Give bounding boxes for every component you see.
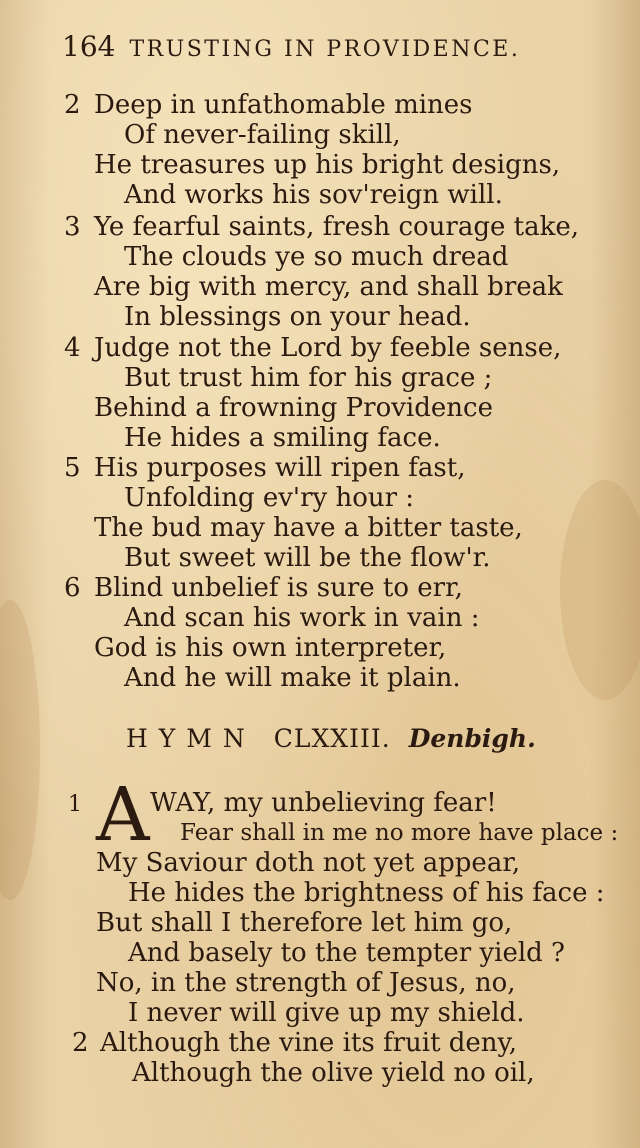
verse-line: But sweet will be the flow'r. — [124, 543, 491, 573]
stanza-number: 2 — [72, 1028, 89, 1058]
paper-stain — [560, 480, 640, 700]
verse-line: And scan his work in vain : — [124, 603, 480, 633]
verse-line: Fear shall in me no more have place : — [180, 820, 619, 846]
stanza-number: 5 — [64, 453, 81, 483]
verse-line: And basely to the tempter yield ? — [128, 938, 565, 968]
verse-line: He treasures up his bright designs, — [94, 150, 561, 180]
drop-cap: A — [96, 772, 150, 858]
verse-line: He hides a smiling face. — [124, 423, 441, 453]
verse-line: And works his sov'reign will. — [124, 180, 503, 210]
stanza-number: 3 — [64, 212, 81, 242]
verse-line: WAY, my unbelieving fear! — [150, 788, 497, 818]
verse-line: In blessings on your head. — [124, 302, 471, 332]
hymn-label: HYMN — [126, 724, 256, 753]
tune-name: Denbigh. — [408, 724, 536, 753]
hymn-heading — [126, 724, 536, 753]
verse-line: God is his own interpreter, — [94, 633, 447, 663]
verse-line: Judge not the Lord by feeble sense, — [94, 333, 562, 363]
verse-line: Although the olive yield no oil, — [132, 1058, 535, 1088]
stanza-number: 1 — [68, 792, 82, 817]
verse-line: No, in the strength of Jesus, no, — [96, 968, 516, 998]
verse-line: Although the vine its fruit deny, — [100, 1028, 518, 1058]
verse-line: I never will give up my shield. — [128, 998, 525, 1028]
running-title: TRUSTING IN PROVIDENCE. — [129, 37, 521, 62]
verse-line: The clouds ye so much dread — [124, 242, 509, 272]
verse-line: But shall I therefore let him go, — [96, 908, 513, 938]
verse-line: Deep in unfathomable mines — [94, 90, 473, 120]
verse-line: Blind unbelief is sure to err, — [94, 573, 463, 603]
stanza-number: 2 — [64, 90, 81, 120]
verse-line: Ye fearful saints, fresh courage take, — [94, 212, 579, 242]
stanza-number: 6 — [64, 573, 81, 603]
page-number: 164 — [62, 30, 116, 63]
stanza-number: 4 — [64, 333, 81, 363]
verse-line: Behind a frowning Providence — [94, 393, 493, 423]
verse-line: He hides the brightness of his face : — [128, 878, 605, 908]
verse-line: His purposes will ripen fast, — [94, 453, 466, 483]
verse-line: The bud may have a bitter taste, — [94, 513, 523, 543]
verse-line: And he will make it plain. — [124, 663, 461, 693]
page-header — [62, 30, 520, 70]
paper-stain — [0, 600, 40, 900]
hymn-number: CLXXIII. — [273, 724, 391, 753]
verse-line: Are big with mercy, and shall break — [94, 272, 563, 302]
verse-line: Of never-failing skill, — [124, 120, 401, 150]
verse-line: My Saviour doth not yet appear, — [96, 848, 521, 878]
verse-line: Unfolding ev'ry hour : — [124, 483, 415, 513]
verse-line: But trust him for his grace ; — [124, 363, 493, 393]
